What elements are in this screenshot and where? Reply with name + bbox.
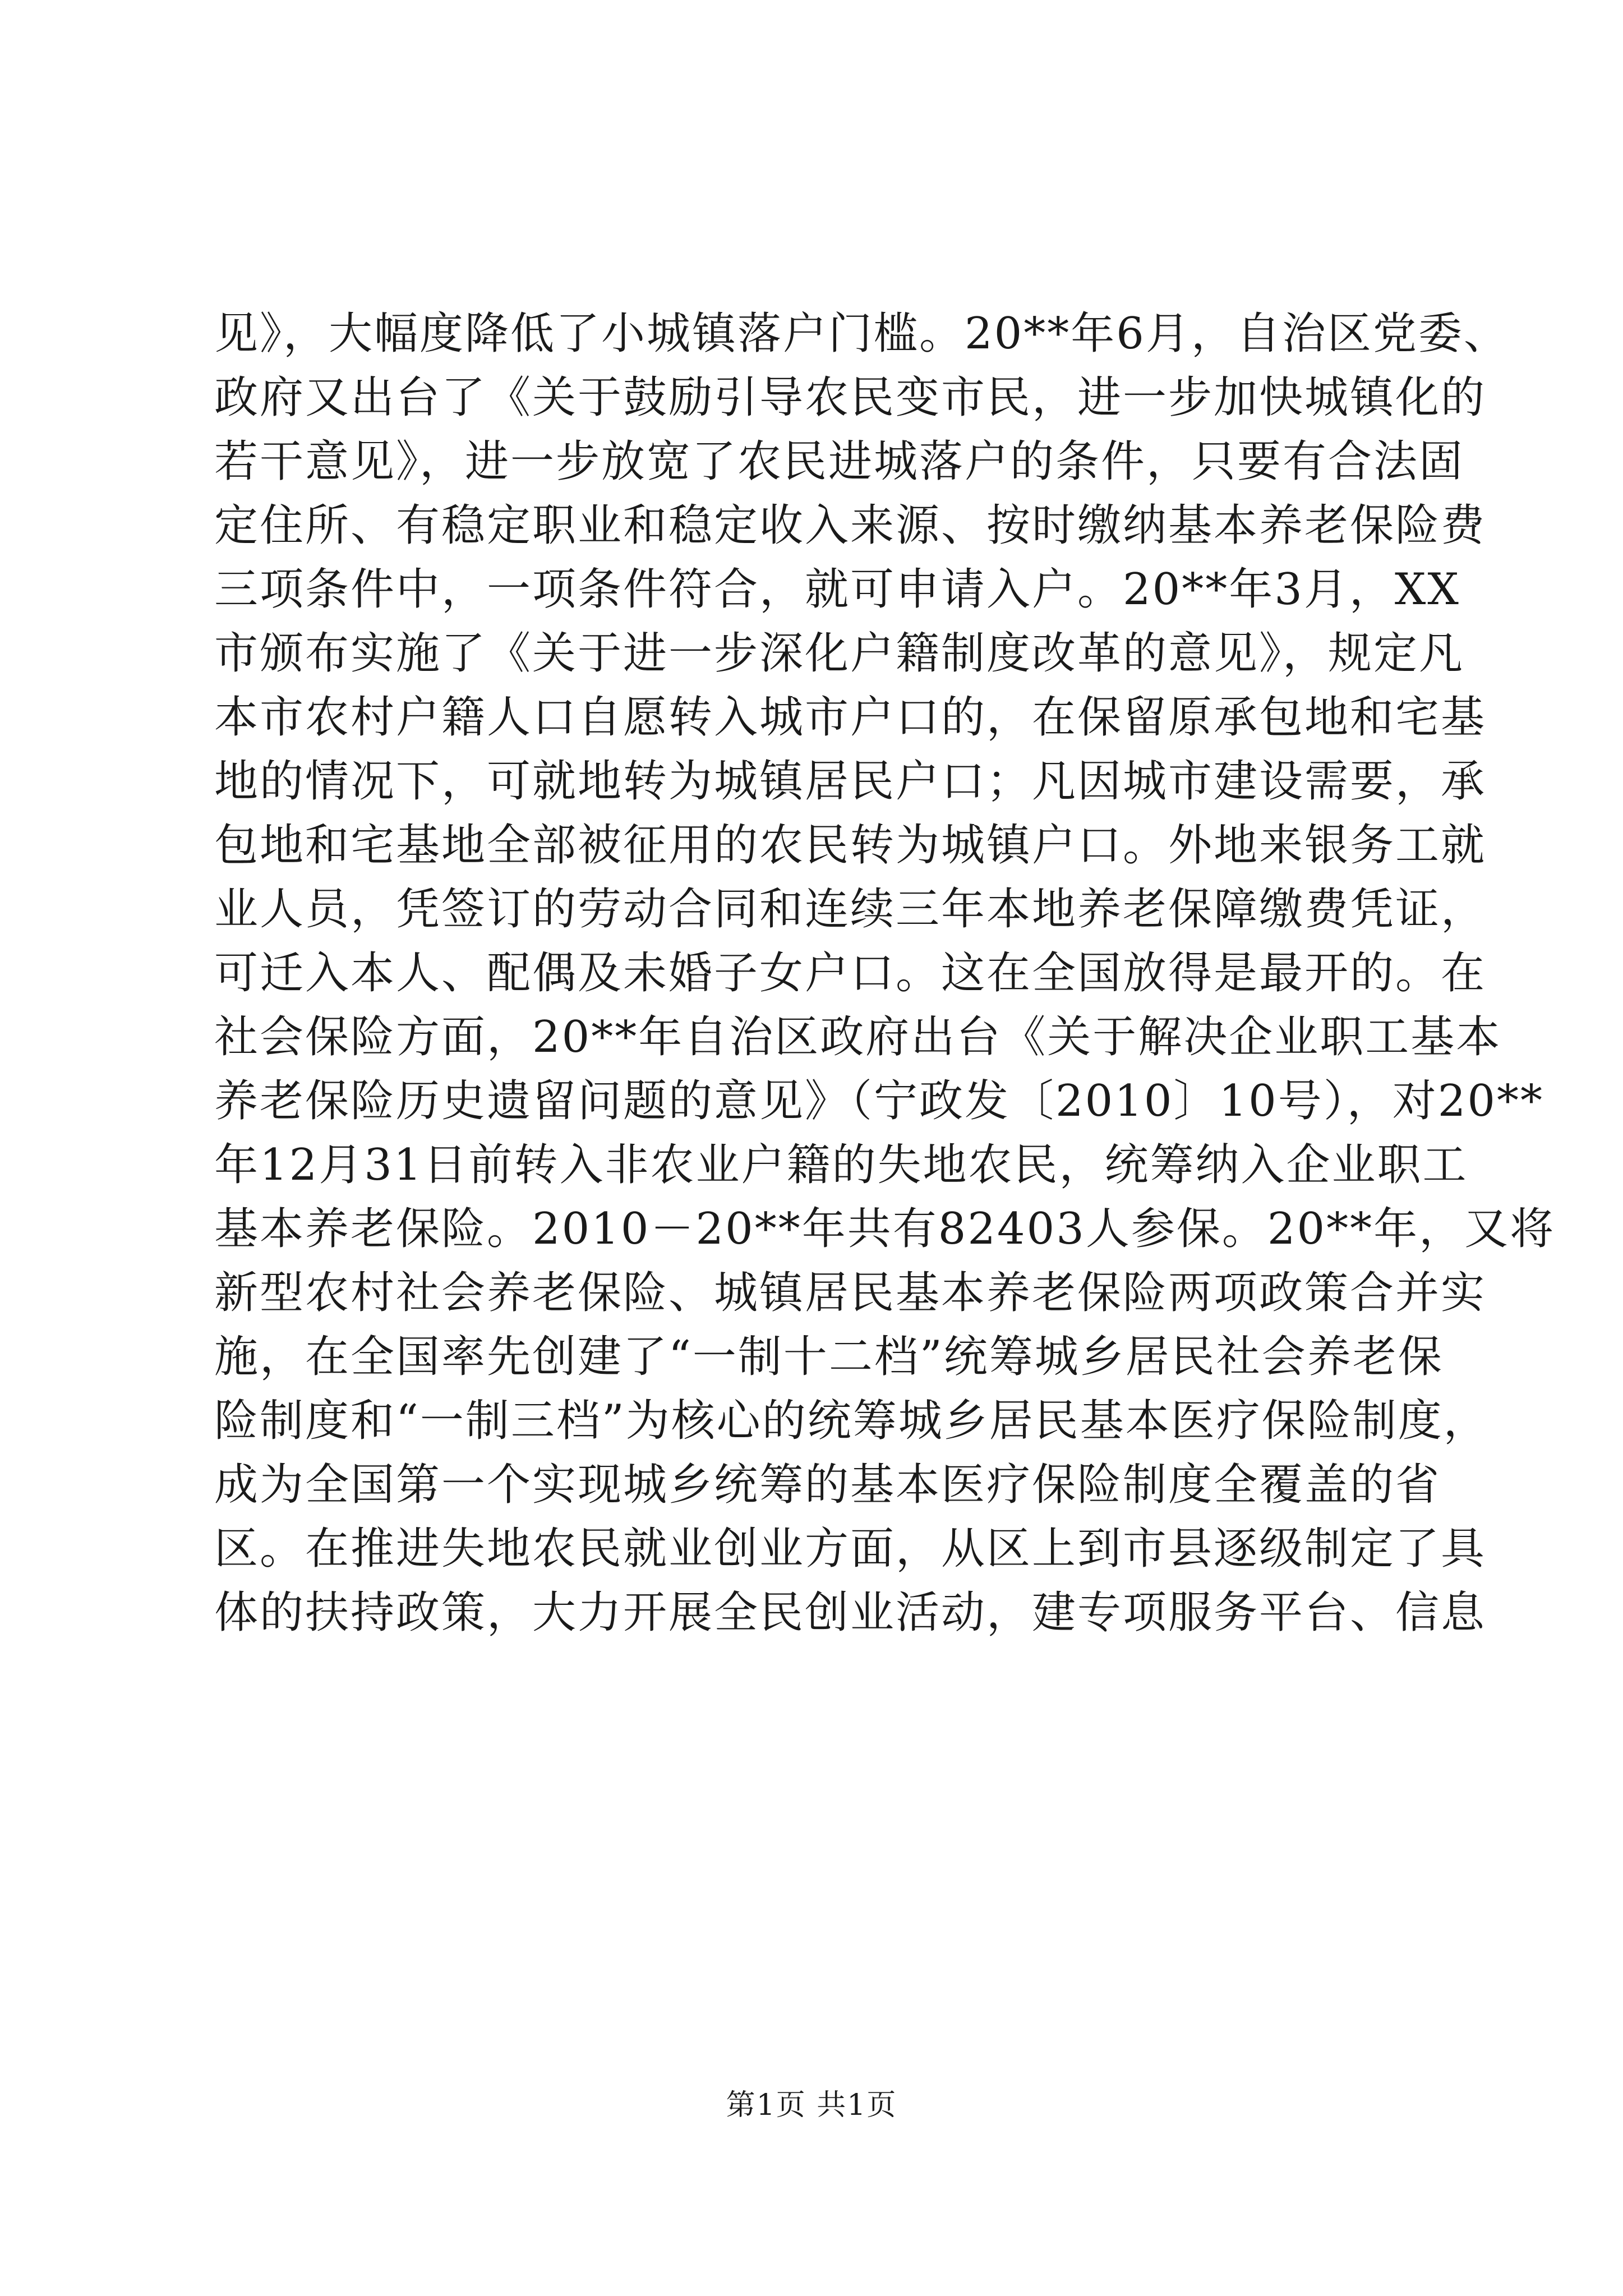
text-line: 本市农村户籍人口自愿转入城市户口的，在保留原承包地和宅基 — [214, 692, 1487, 743]
text-line: 养老保险历史遗留问题的意见》（宁政发〔2010〕10号），对20** — [214, 1076, 1544, 1126]
text-line: 业人员，凭签订的劳动合同和连续三年本地养老保障缴费凭证， — [214, 884, 1487, 935]
body-text — [214, 302, 1556, 1645]
text-line: 三项条件中，一项条件符合，就可申请入户。20**年3月，XX — [214, 564, 1460, 615]
text-line: 政府又出台了《关于鼓励引导农民变市民，进一步加快城镇化的 — [214, 372, 1487, 423]
text-line: 成为全国第一个实现城乡统筹的基本医疗保险制度全覆盖的省 — [214, 1460, 1441, 1510]
page-number-footer: 第1页 共1页 — [726, 2088, 897, 2122]
text-line: 基本养老保险。2010－20**年共有82403人参保。20**年，又将 — [214, 1204, 1556, 1254]
text-line: 年12月31日前转入非农业户籍的失地农民，统筹纳入企业职工 — [214, 1140, 1468, 1190]
text-line: 社会保险方面，20**年自治区政府出台《关于解决企业职工基本 — [214, 1012, 1502, 1062]
text-line: 包地和宅基地全部被征用的农民转为城镇户口。外地来银务工就 — [214, 820, 1487, 871]
text-line: 可迁入本人、配偶及未婚子女户口。这在全国放得是最开的。在 — [214, 948, 1487, 999]
text-line: 施，在全国率先创建了“一制十二档”统筹城乡居民社会养老保 — [214, 1332, 1444, 1382]
text-line: 见》，大幅度降低了小城镇落户门槛。20**年6月，自治区党委、 — [214, 309, 1509, 359]
text-line: 区。在推进失地农民就业创业方面，从区上到市县逐级制定了具 — [214, 1524, 1487, 1574]
text-line: 若干意见》，进一步放宽了农民进城落户的条件，只要有合法固 — [214, 436, 1465, 487]
text-line: 定住所、有稳定职业和稳定收入来源、按时缴纳基本养老保险费 — [214, 500, 1487, 551]
text-line: 险制度和“一制三档”为核心的统筹城乡居民基本医疗保险制度， — [214, 1396, 1489, 1446]
text-line: 体的扶持政策，大力开展全民创业活动，建专项服务平台、信息 — [214, 1588, 1487, 1638]
text-line: 地的情况下，可就地转为城镇居民户口；凡因城市建设需要，承 — [214, 756, 1487, 807]
text-line: 市颁布实施了《关于进一步深化户籍制度改革的意见》，规定凡 — [214, 628, 1465, 679]
text-line: 新型农村社会养老保险、城镇居民基本养老保险两项政策合并实 — [214, 1268, 1487, 1318]
